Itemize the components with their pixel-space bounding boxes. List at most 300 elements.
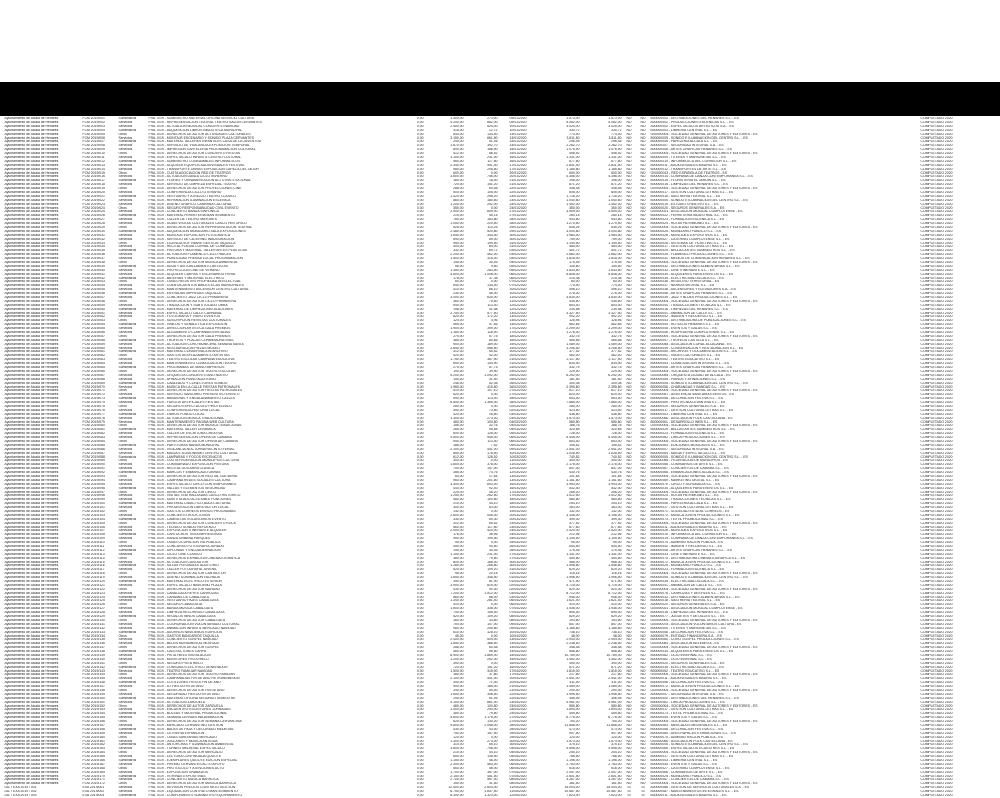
cell-nd2: NO [640, 152, 646, 156]
cell-iva: 0,00 [416, 560, 424, 564]
cell-tipo: Otros [118, 225, 127, 229]
cell-importe-total: 332,75 [569, 366, 580, 370]
cell-fecha: 12/03/2020 [509, 471, 527, 475]
cell-descripcion: FRA. 0/19 - DERECHOS DE AUTOR NAVIDAD [148, 587, 220, 591]
cell-nd2: NO [640, 634, 646, 638]
cell-expediente: FCM 2019/111 [82, 544, 105, 549]
cell-tipo: Servicios [118, 653, 133, 657]
cell-organo: Ayuntamiento de Alcalá de Henares [4, 455, 59, 459]
cell-importe-total: 10.769,00 [564, 653, 580, 657]
cell-importe-neto: 500,00 [453, 190, 464, 194]
cell-importe-iva: 0,00 [490, 634, 498, 638]
cell-estado: COMPLETADO 2020 [920, 471, 953, 475]
cell-fecha: 06/04/2020 [509, 599, 527, 603]
cell-nd1: NO [626, 140, 632, 144]
cell-nd2: NO [640, 389, 646, 393]
cell-nd1: NO [626, 661, 632, 665]
cell-importe-factura: 562,65 [611, 323, 622, 327]
cell-organo: Ayuntamiento de Alcalá de Henares [4, 743, 59, 747]
cell-importe-factura: 2.262,70 [608, 144, 622, 148]
cell-organo: Ayuntamiento de Alcalá de Henares [4, 124, 59, 128]
cell-importe-iva: 262,50 [487, 494, 498, 498]
cell-organo: Ayuntamiento de Alcalá de Henares [4, 463, 59, 467]
cell-estado: COMPLETADO 2020 [920, 716, 953, 720]
cell-expediente: FCM 2019/100 [82, 502, 105, 506]
cell-importe-total: 871,20 [569, 665, 580, 669]
cell-importe-total: 6.292,00 [566, 373, 580, 377]
cell-proveedor: B00000009 - TITERES Y MARIONETAS S.L. - ES [650, 155, 726, 159]
cell-descripcion: FRA. 0/19 - TASAS OCUPACION VIA PUBLICA [148, 541, 221, 545]
cell-tipo: Servicios [118, 463, 133, 467]
cell-fecha: 03/03/2020 [509, 412, 527, 416]
cell-fecha: 28/04/2020 [509, 727, 527, 731]
cell-iva: 0,00 [416, 708, 424, 712]
cell-proveedor: B00000076 - CARROZAS Y DESFILES S.L. - ES [650, 591, 725, 595]
cell-organo: Ayuntamiento de Alcalá de Henares [4, 424, 59, 428]
cell-importe-iva: 128,10 [487, 630, 498, 634]
cell-fecha: 10/04/2020 [509, 634, 527, 638]
cell-expediente: FCM 2019/105 [82, 521, 105, 525]
cell-importe-neto: 8.900,00 [450, 653, 464, 657]
cell-nd2: NO [640, 537, 646, 541]
cell-fecha: 16/01/2020 [509, 159, 527, 163]
cell-expediente: FCM 2019/049 [82, 303, 105, 307]
cell-fecha: 20/01/2020 [509, 175, 527, 179]
cell-estado: COMPLETADO 2020 [920, 148, 953, 152]
cell-proveedor: B00000042 - IMAGEN Y RECUERDO S.L. - ES [650, 544, 723, 549]
cell-organo: Ayuntamiento de Alcalá de Henares [4, 350, 59, 354]
cell-descripcion: FRA. 0/19 - MERCADO CERVANTINO GESTION [148, 723, 224, 727]
cell-descripcion: FRA. 0/19 - IMPRESION CARTELERIA PROGRAMACION CULTURAL [148, 148, 256, 152]
cell-descripcion: FRA. 0/19 - DERECHOS DE AUTOR MERCADO [148, 751, 223, 755]
cell-tipo: Servicios [118, 700, 133, 704]
cell-nd1: NO [626, 556, 632, 560]
cell-estado: COMPLETADO 2020 [920, 650, 953, 654]
cell-importe-iva: 0,00 [490, 735, 498, 739]
cell-organo: Ayuntamiento de Alcalá de Henares [4, 330, 59, 335]
cell-organo: Ayuntamiento de Alcalá de Henares [4, 346, 59, 350]
cell-organo: Ayuntamiento de Alcalá de Henares [4, 747, 59, 751]
cell-importe-iva: 546,00 [487, 513, 498, 517]
cell-nd1: NO [626, 323, 632, 327]
cell-importe-total: 60,00 [571, 280, 580, 284]
cell-nd2: NO [640, 770, 646, 774]
cell-nd2: NO [640, 552, 646, 556]
cell-organo: Ayuntamiento de Alcalá de Henares [4, 117, 59, 121]
cell-importe-total: 1.936,00 [566, 607, 580, 611]
cell-proveedor: B00000068 - ENMARCACIONES ALCALA S.L. - ES [650, 471, 729, 475]
cell-iva: 0,00 [416, 128, 424, 132]
cell-organo: Ayuntamiento de Alcalá de Henares [4, 447, 59, 451]
cell-estado: COMPLETADO 2020 [920, 692, 953, 696]
cell-fecha: 11/02/2020 [509, 295, 527, 300]
cell-estado: COMPLETADO 2020 [920, 198, 953, 202]
cell-importe-total: 181,50 [569, 377, 580, 381]
cell-expediente: FCM 2019/134 [82, 634, 105, 638]
cell-nd2: NO [640, 350, 646, 354]
cell-importe-iva: 577,50 [487, 311, 498, 315]
cell-nd2: NO [640, 712, 646, 716]
cell-estado: COMPLETADO 2020 [920, 260, 953, 264]
cell-tipo: Servicios [118, 762, 133, 766]
cell-importe-iva: 189,00 [487, 685, 498, 689]
cell-nd1: NO [626, 319, 632, 323]
cell-nd2: NO [640, 544, 646, 549]
cell-fecha: 20/01/2020 [509, 171, 527, 175]
cell-tipo: Servicios [118, 478, 133, 482]
cell-nd2: NO [640, 735, 646, 739]
cell-importe-neto: 3.300,00 [450, 482, 464, 486]
cell-nd1: NO [626, 782, 632, 786]
cell-iva: 0,00 [416, 194, 424, 198]
cell-descripcion: FRA. 0/19 - DERECHOS DE AUTOR FIN DE AÑO [148, 688, 225, 692]
cell-proveedor: B00000017 - GESTION CULTURAL LETRAS S.L. - ES [650, 408, 734, 412]
cell-importe-factura: 215,38 [611, 276, 622, 280]
cell-tipo: Otros [118, 171, 127, 175]
cell-expediente: FCM 2019/019 [82, 187, 105, 191]
cell-descripcion: FRA. 0/19 - MATERIAL FERRETERIA MANTENIMIENTO [148, 214, 235, 218]
cell-fecha: 07/02/2020 [509, 284, 527, 288]
cell-importe-total: 215,38 [569, 276, 580, 280]
cell-organo: Ayuntamiento de Alcalá de Henares [4, 650, 59, 654]
cell-importe-factura: 11.858,00 [606, 723, 622, 727]
cell-proveedor: B00000073 - TEXTIL PROMOCIONAL S.L. - ES [650, 517, 723, 521]
cell-nd2: NO [640, 692, 646, 696]
cell-expediente: FCM 2019/151 [82, 700, 105, 704]
cell-importe-iva: 0,00 [490, 206, 498, 210]
cell-nd2: NO [640, 412, 646, 416]
cell-organo: Ayuntamiento de Alcalá de Henares [4, 509, 59, 513]
cell-importe-total: 1.984,40 [566, 233, 580, 237]
cell-importe-factura: 239,58 [611, 307, 622, 311]
cell-nd2: NO [640, 436, 646, 440]
cell-importe-total: 356,95 [569, 696, 580, 700]
cell-nd2: NO [640, 377, 646, 381]
cell-iva: 0,00 [416, 790, 424, 794]
cell-importe-iva: 1.008,00 [484, 272, 498, 276]
cell-importe-factura: 5.808,00 [608, 272, 622, 276]
cell-importe-neto: 48,00 [455, 634, 464, 638]
cell-nd2: NO [640, 183, 646, 187]
cell-expediente: FCM 2019/047 [82, 295, 105, 300]
cell-importe-iva: 117,60 [487, 159, 498, 163]
cell-importe-total: 580,80 [569, 704, 580, 708]
cell-organo: Ayuntamiento de Alcalá de Henares [4, 521, 59, 525]
cell-importe-factura: 7.865,00 [608, 401, 622, 405]
cell-importe-iva: 491,40 [487, 163, 498, 167]
cell-importe-iva: 273,00 [487, 117, 498, 121]
cell-fecha: 15/01/2020 [509, 148, 527, 152]
cell-nd1: NO [626, 739, 632, 743]
cell-proveedor: B00000050 - ARCHIVOS Y DOCUMENTACION S.L. - ES [650, 350, 737, 354]
cell-estado: COMPLETADO 2020 [920, 486, 953, 490]
cell-proveedor: G00000004 - SOCIEDAD GENERAL DE AUTORES Y EDITORES - ES [650, 225, 758, 229]
cell-importe-factura: 774,40 [611, 284, 622, 288]
cell-nd1: NO [626, 502, 632, 506]
cell-nd2: NO [640, 533, 646, 537]
cell-iva: 0,00 [416, 260, 424, 264]
cell-organo: Ayuntamiento de Alcalá de Henares [4, 758, 59, 762]
cell-nd1: NO [626, 307, 632, 311]
cell-descripcion: FRA. 0/19 - CONCIERTO JAZZ CICLO PRIMAVERA [148, 295, 229, 300]
cell-nd1: NO [626, 342, 632, 346]
cell-importe-iva: 294,00 [487, 708, 498, 712]
cell-iva: 0,00 [416, 513, 424, 517]
cell-descripcion: FRA. 0/19 - CABALGATA REYES CARROZAS [148, 591, 219, 595]
cell-nd1: NO [626, 669, 632, 673]
cell-importe-iva: 33,60 [489, 618, 498, 622]
cell-importe-factura: 290,40 [611, 688, 622, 692]
cell-tipo: Otros [118, 187, 127, 191]
cell-importe-neto: 1.980,00 [450, 385, 464, 389]
cell-tipo: Servicios [118, 373, 133, 377]
cell-iva: 0,00 [416, 607, 424, 611]
cell-importe-neto: 612,00 [453, 455, 464, 459]
cell-importe-factura: 1.996,50 [608, 692, 622, 696]
cell-iva: 0,00 [416, 494, 424, 498]
cell-iva: 0,00 [416, 591, 424, 595]
cell-expediente: FCM 2019/147 [82, 685, 105, 689]
cell-importe-iva: 48,30 [489, 292, 498, 296]
cell-importe-total: 1.996,50 [566, 576, 580, 580]
cell-descripcion: FRA. 0/19 - DANZA URBANA PARQUES [148, 537, 211, 541]
cell-organo: Ayuntamiento de Alcalá de Henares [4, 735, 59, 739]
cell-tipo: Otros [118, 152, 127, 156]
cell-fecha: 11/02/2020 [509, 299, 527, 303]
cell-iva: 0,00 [416, 140, 424, 144]
cell-importe-neto: 9.800,00 [450, 723, 464, 727]
cell-tipo: Otros [118, 618, 127, 622]
cell-estado: COMPLETADO 2020 [920, 700, 953, 704]
cell-organo: Ayuntamiento de Alcalá de Henares [4, 669, 59, 673]
cell-importe-factura: 198,00 [611, 179, 622, 183]
cell-estado: COMPLETADO 2020 [920, 241, 953, 245]
cell-nd2: NO [640, 494, 646, 498]
cell-proveedor: B00000040 - TRADUCCIONES TECNICAS S.L. - ES [650, 303, 731, 307]
cell-fecha: 06/04/2020 [509, 603, 527, 607]
cell-importe-neto: 640,00 [453, 284, 464, 288]
cell-tipo: Suministros [118, 397, 137, 401]
cell-descripcion: FRA. 0/19 - CICLO CINE CLASICO [148, 552, 203, 556]
cell-iva: 0,00 [416, 257, 424, 261]
cell-nd1: NO [626, 253, 632, 257]
cell-iva: 0,00 [416, 159, 424, 163]
cell-nd1: NO [626, 685, 632, 689]
cell-proveedor: G00000004 - SOCIEDAD GENERAL DE AUTORES Y EDITORES - ES [650, 369, 758, 373]
cell-descripcion: FRA. 0/19 - SEGURO ESPECTACULO PIROTECNICO [148, 404, 232, 408]
cell-expediente: FCM 2019/039 [82, 264, 105, 268]
cell-estado: COMPLETADO 2020 [920, 506, 953, 510]
cell-nd2: NO [640, 599, 646, 603]
cell-tipo: Servicios [118, 607, 133, 611]
cell-importe-neto: 420,00 [453, 354, 464, 358]
cell-nd2: NO [640, 245, 646, 249]
cell-importe-factura: 2.395,80 [608, 385, 622, 389]
cell-iva: 0,00 [416, 583, 424, 587]
cell-importe-factura: 1.270,50 [608, 222, 622, 226]
cell-estado: COMPLETADO 2020 [920, 272, 953, 276]
cell-nd1: NO [626, 564, 632, 568]
cell-descripcion: FRA. 0/19 - SERVICIO DE LIMPIEZA ESPECIAL TEATRO [148, 183, 237, 187]
cell-importe-total: 332,75 [569, 334, 580, 338]
cell-importe-factura: 175,45 [611, 260, 622, 264]
cell-importe-neto: 480,00 [453, 420, 464, 424]
cell-importe-total: 459,80 [569, 712, 580, 716]
cell-iva: 0,00 [416, 136, 424, 140]
cell-organo: Ayuntamiento de Alcalá de Henares [4, 241, 59, 245]
cell-iva: 0,00 [416, 755, 424, 759]
cell-importe-total: 377,52 [569, 350, 580, 354]
cell-expediente: FCM 2019/072 [82, 393, 105, 397]
cell-importe-neto: 1.800,00 [450, 463, 464, 467]
cell-importe-total: 198,00 [569, 179, 580, 183]
cell-iva: 0,00 [416, 202, 424, 206]
cell-proveedor: B00000017 - GESTION CULTURAL LETRAS S.L. - ES [650, 755, 734, 759]
cell-proveedor: B00000019 - ESTUDIO CREATIVO S.L. - ES [650, 202, 719, 206]
cell-importe-total: 2.783,00 [566, 762, 580, 766]
cell-importe-iva: 128,52 [487, 455, 498, 459]
cell-proveedor: S00000036 - REGISTRO TERRITORIAL - ES [650, 280, 720, 284]
cell-importe-iva: 945,00 [487, 436, 498, 440]
cell-importe-factura: 332,75 [611, 366, 622, 370]
cell-fecha: 28/02/2020 [509, 401, 527, 405]
cell-estado: COMPLETADO 2020 [920, 276, 953, 280]
cell-fecha: 05/03/2020 [509, 432, 527, 436]
cell-proveedor: B00000003 - LIBRERIA CENTRAL S.L. - ES [650, 412, 718, 416]
cell-organo: Ayuntamiento de Alcalá de Henares [4, 280, 59, 284]
cell-iva: 0,00 [416, 665, 424, 669]
cell-fecha: 19/03/2020 [509, 506, 527, 510]
cell-importe-neto: 1.650,00 [450, 692, 464, 696]
cell-importe-iva: 63,00 [489, 506, 498, 510]
cell-organo: Ayuntamiento de Alcalá de Henares [4, 416, 59, 420]
cell-descripcion: FRA. 0/19 - CONCURSO FOTOGRAFIA JURADO [148, 544, 225, 549]
cell-descripcion: FRA. 0/19 - MANTENIMIENTO PAGINA WEB CULTURA [148, 420, 234, 424]
cell-estado: COMPLETADO 2020 [920, 583, 953, 587]
cell-descripcion: FRA. 0/19 - MONTAJE ESCENARIO Y SONIDO PLAZA CERVANTES [148, 136, 254, 140]
cell-estado: COMPLETADO 2020 [920, 498, 953, 502]
cell-nd2: NO [640, 708, 646, 712]
cell-descripcion: FRA. 0/19 - REGALOS NIÑOS CABALGATA [148, 615, 216, 619]
cell-estado: COMPLETADO 2020 [920, 513, 953, 517]
cell-nd2: NO [640, 424, 646, 428]
cell-nd1: NO [626, 190, 632, 194]
cell-importe-total: 1.548,80 [566, 564, 580, 568]
cell-organo: Ayuntamiento de Alcalá de Henares [4, 288, 59, 292]
cell-nd1: NO [626, 377, 632, 381]
cell-iva: 0,00 [416, 622, 424, 626]
cell-tipo: Otros [118, 241, 127, 245]
cell-expediente: FCM 2019/095 [82, 482, 105, 486]
cell-importe-total: 605,00 [569, 190, 580, 194]
cell-nd2: NO [640, 167, 646, 171]
cell-proveedor: B00000080 - CORO GOSPEL PRODUCCIONES S.L. - ES [650, 638, 739, 642]
cell-nd2: NO [640, 626, 646, 630]
cell-tipo: Servicios [118, 167, 133, 171]
cell-descripcion: FRA. 0/19 - JUGLARES Y MUSICA ANTIGUA [148, 739, 218, 743]
cell-importe-factura: 116,16 [611, 572, 622, 576]
cell-proveedor: A00000020 - SEGUROS GENERALES S.A. - ES [650, 603, 725, 607]
cell-importe-total: 1.028,50 [566, 451, 580, 455]
cell-expediente: FCM 2019/138 [82, 650, 105, 654]
cell-nd1: NO [626, 194, 632, 198]
cell-tipo: Suministros [118, 292, 137, 296]
cell-nd2: NO [640, 502, 646, 506]
cell-descripcion: FRA. 0/19 - LAMPARAS Y FOCOS ESCENICOS [148, 455, 222, 459]
cell-expediente: FCM 2019/172 [82, 782, 105, 786]
cell-iva: 0,00 [416, 630, 424, 634]
cell-importe-factura: 2.831,40 [608, 163, 622, 167]
cell-estado: COMPLETADO 2020 [920, 537, 953, 541]
cell-importe-total: 181,50 [569, 782, 580, 786]
cell-organo: Ayuntamiento de Alcalá de Henares [4, 595, 59, 599]
cell-estado: COMPLETADO 2020 [920, 755, 953, 759]
cell-expediente: FCM 2019/051 [82, 311, 105, 315]
cell-expediente: FCM 2019/026 [82, 214, 105, 218]
cell-importe-factura: 280,00 [611, 404, 622, 408]
cell-tipo: Servicios [118, 638, 133, 642]
cell-importe-iva: 79,80 [489, 712, 498, 716]
cell-importe-factura: 1.185,80 [608, 626, 622, 630]
cell-importe-total: 188,76 [569, 424, 580, 428]
cell-estado: COMPLETADO 2020 [920, 556, 953, 560]
cell-proveedor: G00000004 - SOCIEDAD GENERAL DE AUTORES Y EDITORES - ES [650, 474, 758, 478]
cell-importe-total: 498,52 [569, 152, 580, 156]
cell-importe-iva: 180,60 [487, 198, 498, 202]
cell-nd2: NO [640, 615, 646, 619]
cell-importe-factura: 217,80 [611, 673, 622, 677]
cell-estado: COMPLETADO 2020 [920, 366, 953, 370]
cell-proveedor: B00000053 - CLIMATIZACION INTEGRAL S.L. - ES [650, 362, 730, 366]
cell-tipo: Servicios [118, 416, 133, 420]
cell-fecha: 03/02/2020 [509, 253, 527, 257]
cell-importe-total: 3.327,50 [566, 311, 580, 315]
cell-importe-factura: 377,52 [611, 521, 622, 525]
cell-descripcion: FRA. 0/19 - LIMPIEZA RECORRIDO CABALGATA [148, 611, 225, 615]
cell-organo: Ayuntamiento de Alcalá de Henares [4, 233, 59, 237]
cell-proveedor: B00000035 - ELECTRICIDAD ALCALA S.L. - ES [650, 665, 724, 669]
cell-fecha: 24/04/2020 [509, 712, 527, 716]
cell-importe-iva: 65,52 [489, 350, 498, 354]
cell-proveedor: G00000004 - SOCIEDAD GENERAL DE AUTORES Y EDITORES - ES [650, 490, 758, 494]
cell-importe-neto: 620,00 [453, 393, 464, 397]
cell-estado: COMPLETADO 2020 [920, 362, 953, 366]
cell-descripcion: FRA. 0/19 - FOTOGRAFIA Y VIDEO EVENTOS [148, 315, 221, 319]
cell-descripcion: FRA. 0/19 - SEGURIDAD FIESTA FIN DE AÑO [148, 692, 220, 696]
cell-organo: Ayuntamiento de Alcalá de Henares [4, 120, 59, 124]
cell-importe-factura: 195,52 [611, 443, 622, 447]
cell-expediente: FCM 2019/119 [82, 576, 105, 580]
cell-importe-total: 390,00 [569, 661, 580, 665]
cell-tipo: Servicios [118, 210, 133, 214]
cell-importe-neto: 248,00 [453, 381, 464, 385]
cell-importe-iva: 116,00 [487, 330, 498, 335]
cell-importe-iva: 0,00 [490, 603, 498, 607]
cell-importe-factura: 375,10 [611, 743, 622, 747]
cell-importe-iva: 882,00 [487, 120, 498, 124]
cell-proveedor: B00000025 - MOBILIARIO PUBLICO S.L. - ES [650, 774, 721, 778]
cell-descripcion: FRA. 0/19 - TALLER FOTOGRAFIA JUVENIL [148, 568, 217, 572]
cell-estado: COMPLETADO 2020 [920, 447, 953, 451]
cell-fecha: 05/05/2020 [509, 758, 527, 762]
cell-iva: 0,00 [416, 451, 424, 455]
cell-importe-neto: 950,00 [453, 537, 464, 541]
cell-organo: Ayuntamiento de Alcalá de Henares [4, 716, 59, 720]
cell-tipo: Servicios [118, 303, 133, 307]
cell-tipo: Servicios [118, 731, 133, 735]
cell-importe-neto: 60,00 [455, 280, 464, 284]
cell-importe-factura: 390,00 [611, 661, 622, 665]
